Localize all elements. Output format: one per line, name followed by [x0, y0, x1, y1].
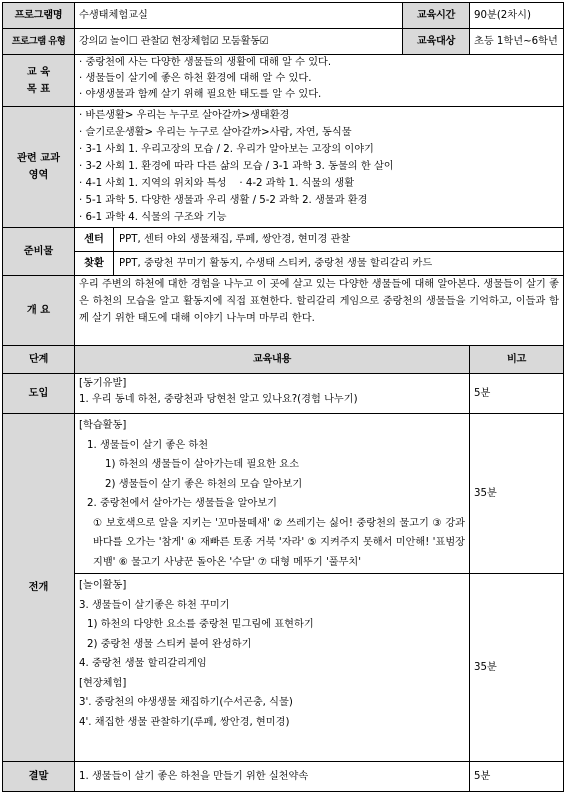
- stages-header-row: [3, 346, 564, 374]
- dev2-line: 1) 하천의 다양한 요소를 중랑천 밑그림에 표현하기: [87, 619, 314, 630]
- goal-item: · 중랑천에 사는 다양한 생물들의 생활에 대해 알 수 있다.: [79, 57, 332, 68]
- visit-value: PPT, 중랑천 꾸미기 활동지, 수생태 스티커, 중랑천 생물 할리갈리 카드: [119, 257, 433, 269]
- goal-item: · 야생생물과 함께 살기 위해 필요한 태도를 알 수 있다.: [79, 89, 322, 100]
- type-row: [3, 29, 564, 55]
- center-value: PPT, 센터 야외 생물채집, 루페, 쌍안경, 현미경 관찰: [119, 233, 351, 245]
- dev2-line: 2) 중랑천 생물 스티커 붙여 완성하기: [87, 638, 252, 650]
- development-stage: 전개: [3, 414, 75, 762]
- goals-label: [3, 55, 75, 107]
- materials-label: 준비물: [3, 228, 75, 276]
- dev1-species: ① 보호색으로 알을 지키는 '꼬마물떼새' ② 쓰레기는 싫어! 중랑천의 물고기 ③ 강과 바다를 오가는 '참게' ④ 재빠른 토종 거북 '자라' ⑤ 지켜주지 못해서 미안해! '표범장지뱀' ⑥ 물고기 사냥꾼 돌아온 '수달' ⑦ 대형 메뚜기 '풀무치': [93, 517, 466, 568]
- intro-line: 1. 우리 동네 하천, 중랑천과 당현천 알고 있나요?(경험 나누기): [79, 394, 358, 405]
- field-line: 3'. 중랑천의 야생생물 채집하기(수서곤충, 식물): [79, 697, 293, 708]
- dev1-section: [학습활동]: [79, 420, 127, 431]
- dev1-note: 35분: [470, 414, 564, 574]
- development-row-1: [3, 414, 564, 574]
- curriculum-item: · 3-1 사회 1. 우리고장의 모습 / 2. 우리가 알아보는 고장의 이야기: [79, 144, 374, 155]
- type-value: 강의☑ 놀이☐ 관찰☑ 현장체험☑ 모둠활동☑: [75, 29, 403, 55]
- materials-visit-row: [3, 252, 564, 276]
- goal-item: · 생물들이 살기에 좋은 하천 환경에 대해 알 수 있다.: [79, 73, 312, 84]
- stage-header: 단계: [3, 346, 75, 374]
- time-label: 교육시간: [403, 3, 470, 29]
- overview-row: [3, 276, 564, 346]
- curriculum-label-line-1: 관련 교과: [17, 153, 60, 164]
- closing-row: [3, 762, 564, 792]
- intro-content: [75, 374, 470, 414]
- materials-center-cell: [75, 228, 564, 252]
- closing-line: 1. 생물들이 살기 좋은 하천을 만들기 위한 실천약속: [75, 762, 470, 792]
- development-row-2: [3, 574, 564, 762]
- development-block-2: [75, 574, 470, 762]
- program-row: [3, 3, 564, 29]
- program-label: 프로그램명: [3, 3, 75, 29]
- curriculum-label-line-2: 영역: [28, 170, 49, 181]
- intro-row: [3, 374, 564, 414]
- dev2-line: 4. 중랑천 생물 할리갈리게임: [79, 658, 207, 669]
- intro-stage: 도입: [3, 374, 75, 414]
- type-label: 프로그램 유형: [3, 29, 75, 55]
- field-line: 4'. 채집한 생물 관찰하기(루페, 쌍안경, 현미경): [79, 716, 290, 728]
- materials-center-row: [3, 228, 564, 252]
- center-label: 센터: [75, 228, 114, 251]
- note-header: 비고: [470, 346, 564, 374]
- content-header: 교육내용: [75, 346, 470, 374]
- closing-note: 5분: [470, 762, 564, 792]
- goals-content: [75, 55, 564, 107]
- target-label: 교육대상: [403, 29, 470, 55]
- target-value: 초등 1학년~6학년: [470, 29, 564, 55]
- overview-label: 개 요: [3, 276, 75, 346]
- dev1-line: 2) 생물들이 살기 좋은 하천의 모습 알아보기: [105, 478, 303, 490]
- closing-stage: 결말: [3, 762, 75, 792]
- development-block-1: [75, 414, 470, 574]
- curriculum-row: [3, 107, 564, 228]
- curriculum-item: · 6-1 과학 4. 식물의 구조와 기능: [79, 212, 227, 223]
- goals-label-line-2: 목 표: [26, 83, 51, 95]
- curriculum-item: · 3-2 사회 1. 환경에 따라 다른 삶의 모습 / 3-1 과학 3. 동물의 한 살이: [79, 161, 394, 172]
- intro-note: 5분: [470, 374, 564, 414]
- curriculum-item: · 5-1 과학 5. 다양한 생물과 우리 생활 / 5-2 과학 2. 생물과 환경: [79, 195, 368, 206]
- dev1-line: 1) 하천의 생물들이 살아가는데 필요한 요소: [105, 459, 299, 470]
- intro-section: [동기유발]: [79, 378, 127, 389]
- curriculum-item: · 바른생활> 우리는 누구로 살아갈까>생태환경: [79, 110, 290, 121]
- dev2-note: 35분: [470, 574, 564, 762]
- dev1-line: 1. 생물들이 살기 좋은 하천: [87, 439, 209, 451]
- time-value: 90분(2차시): [470, 3, 564, 29]
- curriculum-content: [75, 107, 564, 228]
- dev2-line: 3. 생물들이 살기좋은 하천 꾸미기: [79, 599, 230, 611]
- visit-label: 찾환: [75, 252, 114, 275]
- overview-text: 우리 주변의 하천에 대한 경험을 나누고 이 곳에 살고 있는 다양한 생물들에 대해 알아본다. 생물들이 살기 좋은 하천의 모습을 알고 활동지에 직접 표현한다. 할리갈리 게임으로 중랑천의 생물들을 기억하고, 이들과 함께 살기 위한 태도에 대해 이야기 나누며 마무리 한다.: [75, 276, 564, 346]
- lesson-plan-table: [2, 2, 564, 792]
- curriculum-label: [3, 107, 75, 228]
- curriculum-item: · 슬기로운생활> 우리는 누구로 살아갈까>사람, 자연, 동식물: [79, 127, 352, 138]
- dev1-line: 2. 중랑천에서 살아가는 생물들을 알아보기: [87, 498, 277, 509]
- dev2-section: [놀이활동]: [79, 580, 127, 591]
- field-section: [현장체험]: [79, 677, 127, 689]
- program-value: 수생태체험교실: [75, 3, 403, 29]
- goals-label-line-1: 교 육: [26, 66, 51, 78]
- materials-visit-cell: [75, 252, 564, 276]
- curriculum-item: · 4-1 사회 1. 지역의 위치와 특성 · 4-2 과학 1. 식물의 생활: [79, 178, 355, 189]
- goals-row: [3, 55, 564, 107]
